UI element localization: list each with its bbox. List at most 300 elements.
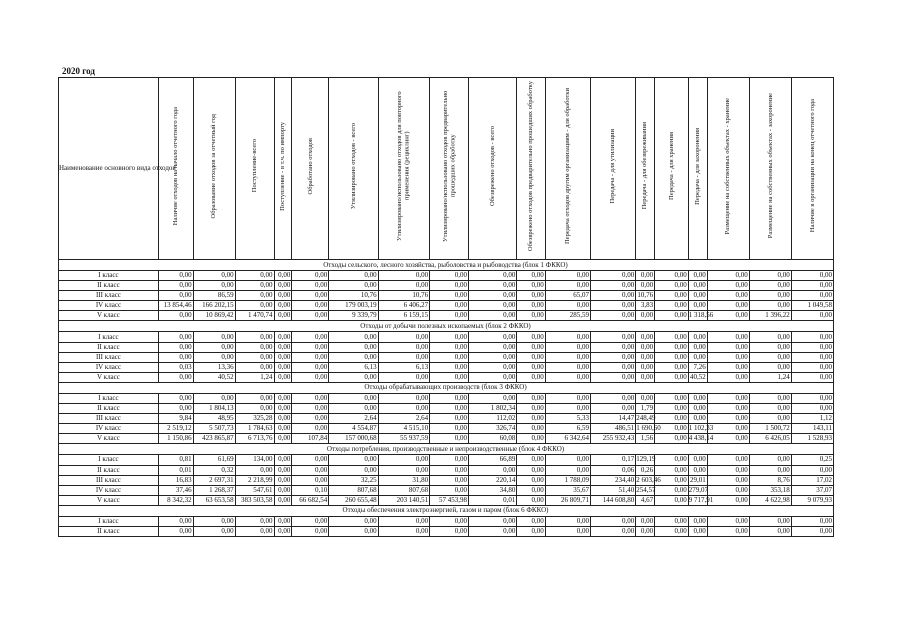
- value-cell: 260 655,48: [329, 495, 378, 505]
- value-cell: 1,56: [636, 434, 655, 444]
- value-cell: 2,64: [329, 414, 378, 424]
- value-cell: 0,00: [517, 342, 545, 352]
- value-cell: 0,00: [274, 271, 292, 281]
- value-cell: 0,00: [430, 424, 469, 434]
- hazard-class-cell: IV класс: [59, 485, 159, 495]
- value-cell: 0,00: [274, 495, 292, 505]
- hazard-class-cell: III класс: [59, 475, 159, 485]
- col-header-13: [636, 78, 655, 260]
- value-cell: 0,00: [235, 301, 274, 311]
- value-cell: 4 515,10: [378, 424, 430, 434]
- value-cell: 0,00: [591, 291, 636, 301]
- value-cell: 31,80: [378, 475, 430, 485]
- hazard-class-cell: III класс: [59, 291, 159, 301]
- value-cell: 0,00: [235, 526, 274, 536]
- value-cell: 0,00: [636, 352, 655, 362]
- col-header-label: Передача - для хранения: [667, 132, 675, 200]
- table-row: [59, 465, 834, 475]
- value-cell: 143,11: [791, 424, 833, 434]
- value-cell: 1,24: [749, 372, 791, 382]
- value-cell: 0,00: [517, 475, 545, 485]
- value-cell: 0,00: [688, 271, 707, 281]
- value-cell: 0,00: [430, 404, 469, 414]
- value-cell: 0,00: [655, 372, 689, 382]
- value-cell: 0,00: [591, 332, 636, 342]
- value-cell: 29,01: [689, 475, 706, 484]
- value-cell: 0,00: [469, 526, 517, 536]
- value-cell: 0,00: [545, 465, 590, 475]
- value-cell: 0,00: [469, 332, 517, 342]
- value-cell: 0,00: [193, 271, 235, 281]
- value-cell: 0,00: [655, 434, 689, 444]
- value-cell: 0,00: [791, 311, 833, 321]
- value-cell: 0,00: [158, 352, 193, 362]
- value-cell: 0,00: [655, 291, 689, 301]
- value-cell: 0,00: [655, 352, 689, 362]
- col-header-label: Обезврежено отходов предварительно прошедших обработку: [527, 80, 535, 252]
- value-cell: 0,00: [545, 404, 590, 414]
- value-cell: 0,00: [378, 404, 430, 414]
- col-header-10: [517, 78, 545, 260]
- value-cell: 0,00: [430, 485, 469, 495]
- hazard-class-cell: IV класс: [59, 362, 159, 372]
- value-cell: 0,00: [655, 465, 689, 475]
- value-cell: 0,03: [158, 362, 193, 372]
- value-cell: 0,00: [378, 526, 430, 536]
- value-cell: 0,00: [655, 362, 689, 372]
- value-cell: 63 653,58: [193, 495, 235, 505]
- value-cell: 1 049,58: [791, 301, 833, 311]
- value-cell: 0,00: [292, 516, 329, 526]
- table-row: [59, 352, 834, 362]
- value-cell: 0,00: [707, 455, 749, 465]
- col-header-9: [469, 78, 517, 260]
- table-row: [59, 362, 834, 372]
- value-cell: 10,76: [378, 291, 430, 301]
- section-title: Отходы от добычи полезных ископаемых (блок 2 ФККО): [59, 321, 834, 332]
- col-header-label: Передача отходов другим организациям - для обработки: [564, 87, 572, 244]
- value-cell: 0,00: [193, 352, 235, 362]
- value-cell: 0,00: [274, 526, 292, 536]
- value-cell: 48,95: [193, 414, 235, 424]
- value-cell: 0,00: [517, 291, 545, 301]
- hazard-class-cell: II класс: [59, 342, 159, 352]
- value-cell: 0,00: [430, 301, 469, 311]
- value-cell: 1 690,60: [636, 424, 661, 433]
- value-cell: 0,00: [158, 281, 193, 291]
- col-header-label: Обработано отходов: [306, 137, 314, 195]
- value-cell: 66,89: [469, 455, 517, 465]
- hazard-class-cell: II класс: [59, 526, 159, 536]
- value-cell: 0,00: [707, 311, 749, 321]
- value-cell: 0,00: [655, 526, 689, 536]
- value-cell: 0,00: [707, 485, 749, 495]
- value-cell: 0,00: [193, 342, 235, 352]
- value-cell: 0,00: [517, 526, 545, 536]
- value-cell: 0,00: [688, 526, 707, 536]
- value-cell: 0,00: [655, 393, 689, 403]
- value-cell: 0,00: [158, 342, 193, 352]
- value-cell: 10,76: [637, 291, 654, 300]
- value-cell: 0,00: [749, 352, 791, 362]
- value-cell: 0,00: [329, 342, 378, 352]
- value-cell: 0,00: [636, 393, 655, 403]
- value-cell: 0,00: [430, 332, 469, 342]
- value-cell: 0,32: [193, 465, 235, 475]
- value-cell: 0,00: [193, 526, 235, 536]
- value-cell: 279,07: [688, 485, 709, 494]
- section-title: Отходы потребления, производственные и непроизводственные (блок 4 ФККО): [59, 444, 834, 455]
- value-cell: 0,00: [274, 352, 292, 362]
- value-cell: 0,00: [469, 465, 517, 475]
- hazard-class-cell: II класс: [59, 465, 159, 475]
- value-cell: 0,00: [707, 362, 749, 372]
- value-cell: 6,13: [329, 362, 378, 372]
- value-cell: 0,00: [469, 342, 517, 352]
- value-cell: 0,00: [292, 311, 329, 321]
- value-cell: 0,00: [274, 311, 292, 321]
- value-cell: 0,00: [158, 393, 193, 403]
- col-header-8: [430, 78, 469, 260]
- value-cell: 0,00: [158, 311, 193, 321]
- value-cell: 0,00: [749, 516, 791, 526]
- value-cell: 0,00: [469, 291, 517, 301]
- value-cell: 0,00: [655, 301, 689, 311]
- value-cell: 0,81: [158, 455, 193, 465]
- value-cell: 0,00: [636, 311, 655, 321]
- col-header-11: [545, 78, 590, 260]
- value-cell: 2 697,31: [193, 475, 235, 485]
- value-cell: 254,57: [636, 485, 656, 494]
- value-cell: 0,00: [235, 393, 274, 403]
- value-cell: 0,00: [688, 332, 707, 342]
- value-cell: 0,00: [791, 291, 833, 301]
- value-cell: 0,00: [193, 393, 235, 403]
- value-cell: 0,00: [545, 455, 590, 465]
- col-header-label: Передача - для захоронения: [693, 127, 701, 205]
- value-cell: 8,76: [749, 475, 791, 485]
- value-cell: 0,00: [517, 414, 545, 424]
- value-cell: 0,00: [517, 311, 545, 321]
- year-label: 2020 год: [62, 66, 95, 76]
- value-cell: 325,28: [235, 414, 274, 424]
- value-cell: 8 342,32: [158, 495, 193, 505]
- value-cell: 0,00: [292, 271, 329, 281]
- value-cell: 4 438,14: [688, 434, 714, 443]
- value-cell: 0,00: [688, 455, 707, 465]
- value-cell: 0,00: [636, 271, 655, 281]
- section-title: Отходы сельского, лесного хозяйства, рыболовства и рыбоводства (блок 1 ФККО): [59, 260, 834, 271]
- value-cell: 0,00: [517, 281, 545, 291]
- table-row: [59, 434, 834, 444]
- value-cell: 0,00: [430, 475, 469, 485]
- value-cell: 9,84: [158, 414, 193, 424]
- table-row: [59, 404, 834, 414]
- value-cell: 7,26: [688, 362, 707, 372]
- value-cell: 1 268,37: [193, 485, 235, 495]
- value-cell: 0,00: [469, 301, 517, 311]
- value-cell: 0,00: [791, 516, 833, 526]
- value-cell: 0,00: [636, 516, 655, 526]
- value-cell: 1 802,34: [469, 404, 517, 414]
- value-cell: 0,00: [378, 332, 430, 342]
- value-cell: 0,00: [545, 342, 590, 352]
- table-row: [59, 332, 834, 342]
- hazard-class-cell: V класс: [59, 311, 159, 321]
- value-cell: 0,00: [235, 465, 274, 475]
- value-cell: 0,00: [749, 362, 791, 372]
- col-header-7: [378, 78, 430, 260]
- value-cell: 0,00: [517, 352, 545, 362]
- value-cell: 0,00: [292, 301, 329, 311]
- hazard-class-cell: V класс: [59, 372, 159, 382]
- value-cell: 0,00: [749, 414, 791, 424]
- value-cell: 0,00: [545, 301, 590, 311]
- table-row: [59, 342, 834, 352]
- value-cell: 0,00: [469, 362, 517, 372]
- value-cell: 0,00: [235, 271, 274, 281]
- value-cell: 0,00: [430, 281, 469, 291]
- value-cell: 0,00: [749, 281, 791, 291]
- value-cell: 0,00: [235, 342, 274, 352]
- hazard-class-cell: I класс: [59, 516, 159, 526]
- col-header-label: Размещение на собственных объектах - хранение: [724, 97, 732, 235]
- hazard-class-cell: IV класс: [59, 424, 159, 434]
- value-cell: 0,00: [274, 424, 292, 434]
- value-cell: 0,00: [378, 393, 430, 403]
- value-cell: 166 202,15: [193, 301, 235, 311]
- value-cell: 0,00: [469, 393, 517, 403]
- value-cell: 13 854,46: [158, 301, 193, 311]
- value-cell: 0,00: [158, 332, 193, 342]
- section-row: [59, 505, 834, 516]
- value-cell: 0,00: [430, 311, 469, 321]
- table-row: [59, 291, 834, 301]
- value-cell: 0,00: [292, 455, 329, 465]
- value-cell: 0,00: [655, 311, 689, 321]
- value-cell: 0,00: [430, 271, 469, 281]
- value-cell: 0,00: [707, 434, 749, 444]
- header-row: [59, 78, 834, 260]
- value-cell: 0,00: [636, 332, 655, 342]
- value-cell: 1 788,09: [545, 475, 590, 485]
- value-cell: 3,83: [636, 301, 655, 311]
- value-cell: 0,00: [545, 526, 590, 536]
- value-cell: 0,00: [591, 301, 636, 311]
- value-cell: 0,00: [274, 372, 292, 382]
- value-cell: 0,00: [329, 455, 378, 465]
- value-cell: 0,00: [430, 465, 469, 475]
- table-row: [59, 424, 834, 434]
- value-cell: 0,00: [235, 281, 274, 291]
- waste-table: [58, 77, 834, 537]
- value-cell: 0,00: [636, 372, 655, 382]
- value-cell: 0,00: [329, 465, 378, 475]
- value-cell: 0,00: [591, 281, 636, 291]
- value-cell: 0,00: [430, 455, 469, 465]
- value-cell: 0,00: [591, 516, 636, 526]
- value-cell: 0,00: [274, 414, 292, 424]
- value-cell: 9 717,91: [688, 495, 714, 504]
- value-cell: 0,00: [158, 291, 193, 301]
- value-cell: 17,02: [791, 475, 833, 485]
- value-cell: 0,00: [655, 404, 689, 414]
- value-cell: 6,59: [545, 424, 590, 434]
- value-cell: 65,07: [545, 291, 590, 301]
- hazard-class-cell: II класс: [59, 281, 159, 291]
- value-cell: 157 000,68: [329, 434, 378, 444]
- table-row: [59, 311, 834, 321]
- value-cell: 0,00: [591, 352, 636, 362]
- value-cell: 0,00: [469, 372, 517, 382]
- value-cell: 285,59: [545, 311, 590, 321]
- value-cell: 0,06: [591, 465, 636, 475]
- value-cell: 255 932,43: [591, 434, 636, 444]
- table-row: [59, 526, 834, 536]
- value-cell: 0,00: [591, 526, 636, 536]
- value-cell: 0,00: [791, 372, 833, 382]
- value-cell: 0,00: [749, 404, 791, 414]
- value-cell: 0,00: [545, 271, 590, 281]
- value-cell: 0,00: [158, 526, 193, 536]
- value-cell: 0,00: [378, 271, 430, 281]
- value-cell: 0,00: [707, 516, 749, 526]
- value-cell: 0,00: [378, 516, 430, 526]
- value-cell: 0,00: [655, 424, 689, 434]
- value-cell: 0,00: [791, 352, 833, 362]
- value-cell: 0,00: [292, 281, 329, 291]
- value-cell: 9 079,93: [791, 495, 833, 505]
- value-cell: 0,00: [749, 342, 791, 352]
- value-cell: 51,40: [591, 485, 636, 495]
- hazard-class-cell: I класс: [59, 393, 159, 403]
- value-cell: 353,18: [749, 485, 791, 495]
- value-cell: 0,00: [292, 342, 329, 352]
- value-cell: 0,00: [430, 291, 469, 301]
- value-cell: 0,00: [791, 332, 833, 342]
- col-header-3: [235, 78, 274, 260]
- table-row: [59, 455, 834, 465]
- value-cell: 423 865,87: [193, 434, 235, 444]
- col-header-label: Образование отходов за отчетный год: [210, 113, 218, 219]
- value-cell: 0,00: [430, 434, 469, 444]
- section-title: Отходы обрабатывающих производств (блок 3 ФККО): [59, 382, 834, 393]
- value-cell: 6 159,15: [378, 311, 430, 321]
- value-cell: 0,00: [469, 281, 517, 291]
- value-cell: 0,00: [329, 526, 378, 536]
- value-cell: 0,00: [517, 362, 545, 372]
- value-cell: 0,00: [292, 393, 329, 403]
- value-cell: 0,00: [591, 372, 636, 382]
- value-cell: 0,00: [235, 516, 274, 526]
- value-cell: 0,00: [430, 342, 469, 352]
- value-cell: 0,00: [235, 352, 274, 362]
- value-cell: 0,00: [707, 342, 749, 352]
- table-row: [59, 271, 834, 281]
- value-cell: 0,00: [749, 332, 791, 342]
- value-cell: 0,00: [688, 404, 707, 414]
- value-cell: 16,83: [158, 475, 193, 485]
- value-cell: 0,00: [688, 352, 707, 362]
- value-cell: 220,14: [469, 475, 517, 485]
- value-cell: 0,00: [193, 516, 235, 526]
- value-cell: 0,00: [707, 414, 749, 424]
- value-cell: 6 406,27: [378, 301, 430, 311]
- value-cell: 0,00: [292, 465, 329, 475]
- value-cell: 0,00: [707, 332, 749, 342]
- section-row: [59, 321, 834, 332]
- value-cell: 112,02: [469, 414, 517, 424]
- value-cell: 0,10: [292, 485, 329, 495]
- value-cell: 0,00: [274, 362, 292, 372]
- value-cell: 107,84: [292, 434, 329, 444]
- value-cell: 55 937,59: [378, 434, 430, 444]
- value-cell: 0,00: [329, 352, 378, 362]
- value-cell: 0,00: [591, 271, 636, 281]
- value-cell: 0,00: [655, 414, 689, 424]
- value-cell: 0,00: [517, 332, 545, 342]
- value-cell: 0,00: [378, 455, 430, 465]
- value-cell: 6,13: [378, 362, 430, 372]
- value-cell: 13,36: [193, 362, 235, 372]
- value-cell: 0,00: [292, 332, 329, 342]
- col-header-name: Наименование основного вида отходов: [59, 78, 159, 260]
- value-cell: 0,00: [193, 332, 235, 342]
- value-cell: 0,00: [274, 475, 292, 485]
- value-cell: 14,47: [591, 414, 636, 424]
- value-cell: 0,00: [707, 372, 749, 382]
- value-cell: 0,00: [378, 342, 430, 352]
- value-cell: 0,00: [292, 372, 329, 382]
- value-cell: 807,68: [329, 485, 378, 495]
- value-cell: 0,00: [469, 271, 517, 281]
- value-cell: 0,00: [329, 372, 378, 382]
- table-row: [59, 475, 834, 485]
- value-cell: 0,00: [591, 404, 636, 414]
- value-cell: 0,00: [517, 372, 545, 382]
- value-cell: 0,00: [517, 404, 545, 414]
- value-cell: 179 003,19: [329, 301, 378, 311]
- value-cell: 0,00: [274, 434, 292, 444]
- value-cell: 0,00: [517, 434, 545, 444]
- value-cell: 0,00: [749, 465, 791, 475]
- value-cell: 203 140,51: [378, 495, 430, 505]
- value-cell: 0,00: [707, 475, 749, 485]
- value-cell: 0,00: [469, 352, 517, 362]
- table-row: [59, 372, 834, 382]
- value-cell: 0,00: [707, 271, 749, 281]
- value-cell: 37,46: [158, 485, 193, 495]
- col-header-2: [193, 78, 235, 260]
- value-cell: 0,00: [329, 271, 378, 281]
- hazard-class-cell: I класс: [59, 332, 159, 342]
- value-cell: 0,00: [791, 271, 833, 281]
- value-cell: 0,00: [274, 485, 292, 495]
- value-cell: 0,00: [292, 404, 329, 414]
- value-cell: 1 102,33: [688, 424, 714, 433]
- value-cell: 0,00: [749, 271, 791, 281]
- value-cell: 0,00: [329, 393, 378, 403]
- col-header-label: Обезврежено отходов - всего: [488, 125, 496, 207]
- value-cell: 0,00: [158, 404, 193, 414]
- value-cell: 1 318,56: [688, 311, 714, 320]
- value-cell: 0,00: [707, 393, 749, 403]
- value-cell: 0,00: [591, 393, 636, 403]
- value-cell: 0,00: [791, 526, 833, 536]
- value-cell: 0,00: [517, 485, 545, 495]
- value-cell: 134,00: [235, 455, 274, 465]
- value-cell: 5 507,73: [193, 424, 235, 434]
